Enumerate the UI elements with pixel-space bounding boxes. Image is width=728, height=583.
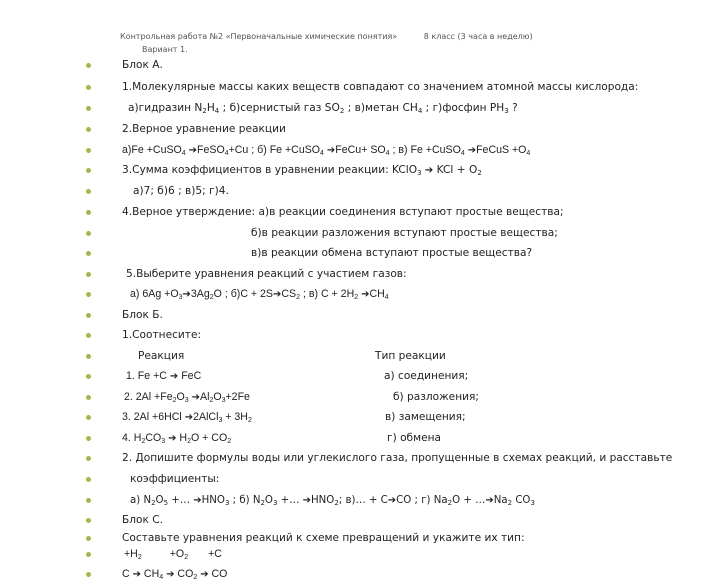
block-b-heading: Блок Б. — [122, 309, 163, 321]
list-item — [0, 471, 728, 488]
list-item — [0, 409, 728, 426]
question-text: коэффициенты: — [130, 473, 220, 485]
arrow-icon: ➔ — [200, 569, 209, 580]
list-item — [0, 183, 728, 200]
arrow-icon: ➔ — [387, 495, 397, 506]
bullet-icon — [86, 210, 91, 215]
column-header-reaction: Реакция — [138, 350, 185, 362]
bullet-icon — [86, 374, 91, 379]
list-item — [0, 368, 728, 385]
arrow-icon: ➔ — [467, 145, 477, 156]
reaction-type: в) замещения; — [385, 411, 466, 423]
bullet-icon — [86, 127, 91, 132]
bullet-icon — [86, 292, 91, 297]
list-item — [0, 142, 728, 159]
arrow-icon: ➔ — [485, 495, 494, 506]
transformation-scheme: C ➔ $CH_4$ ➔ $CO_2$ ➔ CO — [122, 568, 228, 581]
bullet-icon — [86, 415, 91, 420]
variant-label: Вариант 1. — [142, 45, 188, 54]
bullet-icon — [86, 552, 91, 557]
answer-option: в)в реакции обмена вступают простые вещества? — [251, 247, 533, 259]
list-item — [0, 492, 728, 509]
bullet-icon — [86, 63, 91, 68]
list-item — [0, 245, 728, 262]
bullet-icon — [86, 272, 91, 277]
bullet-icon — [86, 168, 91, 173]
question-text: 2.Верное уравнение реакции — [122, 123, 286, 135]
answer-options: а)7; б)6 ; в)5; г)4. — [133, 185, 229, 197]
reaction-equation: 2. $2Al +Fe_2O_3$ $➔Al_2O_3+2Fe$ — [124, 391, 250, 404]
list-item — [0, 430, 728, 447]
arrow-icon: ➔ — [193, 495, 202, 506]
list-item — [0, 225, 728, 242]
question-text: 2. Допишите формулы воды или углекислого газа, пропущенные в схемах реакций, и расставьте — [122, 452, 673, 464]
document-header — [120, 30, 680, 56]
reaction-equation: 1. Fe +C ➔ FeC — [126, 370, 202, 382]
list-item — [0, 530, 728, 547]
question-text: 4.Верное утверждение: а)в реакции соединения вступают простые вещества; — [122, 206, 564, 218]
list-item — [0, 546, 728, 563]
list-item — [0, 286, 728, 303]
equation-options: а) $6Ag +O_3➔3Ag_2O$ ; $б)C + 2S➔CS_2$ ; в) $C + 2H_2$ $➔CH_4$ — [130, 288, 389, 301]
bullet-icon — [86, 477, 91, 482]
arrow-icon: ➔ — [191, 392, 200, 403]
list-item — [0, 307, 728, 324]
list-item — [0, 566, 728, 583]
list-item — [0, 450, 728, 467]
list-item — [0, 327, 728, 344]
arrow-icon: ➔ — [302, 495, 312, 506]
list-item — [0, 121, 728, 138]
arrow-icon: ➔ — [182, 289, 191, 300]
bullet-icon — [86, 333, 91, 338]
bullet-icon — [86, 456, 91, 461]
list-item — [0, 266, 728, 283]
arrow-icon: ➔ — [166, 569, 175, 580]
list-item — [0, 348, 728, 365]
block-c-heading: Блок С. — [122, 514, 164, 526]
reaction-type: а) соединения; — [384, 370, 469, 382]
arrow-icon: ➔ — [361, 289, 370, 300]
reaction-equation: 3. 2Al +6HCl ➔2AlCl$_3$ + $3H_2$ — [122, 411, 252, 424]
test-title: Контрольная работа №2 «Первоначальные химические понятия» — [120, 32, 398, 41]
list-item — [0, 100, 728, 117]
reaction-type: б) разложения; — [393, 391, 479, 403]
reaction-schemes: а) $N_2O_5$ +… $➔HNO_3$ ; б) $N_2O_3$ +… $➔HNO_2$; в)… + C➔CO ; г) $Na_2O$ + $\dots➔Na_2$ $CO_3$ — [130, 495, 535, 507]
question-text: 3.Сумма коэффициентов в уравнении реакции: KClO$_3$ ➔ KCl + $O_2$ — [122, 164, 482, 177]
arrow-icon: ➔ — [168, 433, 177, 444]
reaction-type: г) обмена — [387, 432, 442, 444]
bullet-icon — [86, 572, 91, 577]
bullet-icon — [86, 536, 91, 541]
bullet-icon — [86, 395, 91, 400]
reaction-equation: 4. $H_2CO_3$ ➔ $H_2O + CO_2$ — [122, 432, 232, 445]
question-text: 1.Соотнесите: — [122, 329, 202, 341]
bullet-icon — [86, 436, 91, 441]
answer-options: а)гидразин $N_2H_4$ ; б)сернистый газ $SO_2$ ; в)метан $CH_4$ ; г)фосфин $PH_3$ ? — [128, 102, 518, 115]
bullet-icon — [86, 85, 91, 90]
arrow-icon: ➔ — [184, 412, 194, 423]
list-item — [0, 57, 728, 74]
question-text: 1.Молекулярные массы каких веществ совпадают со значением атомной массы кислорода: — [122, 81, 639, 93]
list-item — [0, 204, 728, 221]
question-text: 5.Выберите уравнения реакций с участием газов: — [126, 268, 407, 280]
list-item — [0, 79, 728, 96]
block-a-heading: Блок А. — [122, 59, 163, 71]
answer-option: б)в реакции разложения вступают простые вещества; — [251, 227, 558, 239]
arrow-icon: ➔ — [169, 371, 179, 382]
bullet-icon — [86, 313, 91, 318]
bullet-icon — [86, 498, 91, 503]
arrow-icon: ➔ — [132, 569, 141, 580]
bullet-icon — [86, 148, 91, 153]
bullet-icon — [86, 251, 91, 256]
scheme-reagents: $+H_2 +O_2 +C$ — [124, 548, 222, 561]
list-item — [0, 162, 728, 179]
column-header-type: Тип реакции — [375, 350, 446, 362]
list-item — [0, 389, 728, 406]
arrow-icon: ➔ — [188, 145, 198, 156]
class-info: 8 класс (3 часа в неделю) — [423, 32, 533, 41]
arrow-icon: ➔ — [424, 165, 434, 176]
bullet-icon — [86, 354, 91, 359]
arrow-icon: ➔ — [273, 289, 282, 300]
bullet-icon — [86, 518, 91, 523]
list-item — [0, 512, 728, 529]
bullet-icon — [86, 106, 91, 111]
question-text: Составьте уравнения реакций к схеме превращений и укажите их тип: — [122, 532, 525, 544]
bullet-icon — [86, 189, 91, 194]
equation-options: а)Fe +CuSO$_4$ ➔FeSO$_4$+Cu ; б) Fe +CuSO$_4$ ➔FeCu+ $SO_4$ ; в) Fe +CuSO$_4$ ➔FeCuS $+O_4$ — [122, 144, 531, 157]
bullet-icon — [86, 231, 91, 236]
arrow-icon: ➔ — [326, 145, 336, 156]
